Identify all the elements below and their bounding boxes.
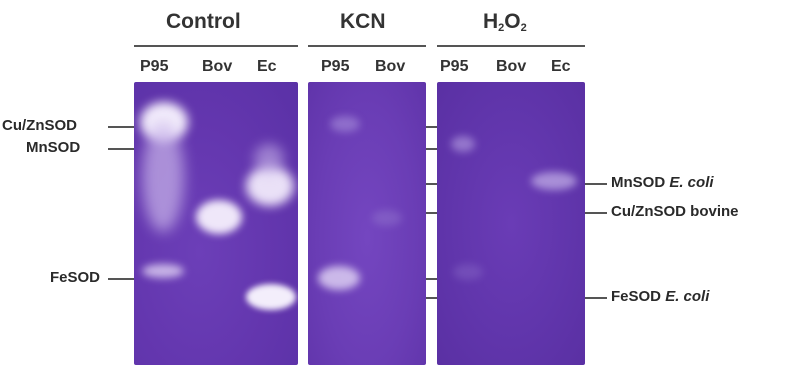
left-label-fesod: FeSOD [50, 269, 101, 286]
band-h2o2-p95-fesod-faint [453, 264, 483, 280]
mid-tick-cuznsod [426, 126, 437, 128]
lane-label-control-bov: Bov [202, 58, 233, 75]
h2o2-sub1: 2 [498, 22, 505, 34]
left-tick-fesod [108, 278, 134, 280]
bracket-kcn [308, 45, 426, 47]
bracket-h2o2 [437, 45, 585, 47]
lane-label-h2o2-ec: Ec [551, 58, 571, 75]
left-label-mnsod: MnSOD [26, 139, 81, 156]
right-label-mnsod-ecoli [611, 174, 714, 191]
right-label-fesod-main: FeSOD [611, 288, 662, 305]
right-label-cuznsod-main: Cu/ZnSOD bovine [611, 203, 739, 220]
right-label-mnsod-italic: E. coli [669, 174, 714, 191]
right-label-fesod-ecoli [611, 288, 709, 305]
mid-tick-fesod-ecoli [426, 297, 437, 299]
band-kcn-p95-fesod [318, 266, 360, 290]
lane-label-kcn-p95: P95 [321, 58, 350, 75]
band-control-ec-smear [254, 144, 284, 174]
band-h2o2-p95-faint [451, 136, 475, 152]
group-title-control: Control [166, 10, 241, 33]
lane-label-control-p95: P95 [140, 58, 169, 75]
right-label-cuznsod-bovine [611, 203, 739, 220]
lane-label-h2o2-bov: Bov [496, 58, 527, 75]
gel-panel-h2o2 [437, 82, 585, 365]
band-h2o2-ec-mnsod [531, 172, 577, 190]
right-tick-cuznsod-bovine [585, 212, 607, 214]
mid-tick-cuznsod-bovine [426, 212, 437, 214]
band-kcn-p95-cuznsod [330, 116, 360, 132]
right-tick-fesod-ecoli [585, 297, 607, 299]
bracket-control [134, 45, 298, 47]
group-title-kcn: KCN [340, 10, 386, 33]
mid-tick-fesod [426, 278, 437, 280]
h2o2-h: H [483, 10, 499, 33]
gel-panel-kcn [308, 82, 426, 365]
right-label-fesod-italic: E. coli [665, 288, 710, 305]
mid-tick-mnsod-ecoli [426, 183, 437, 185]
mid-tick-mnsod [426, 148, 437, 150]
right-label-mnsod-main: MnSOD [611, 174, 666, 191]
gel-panel-control [134, 82, 298, 365]
band-control-p95-fesod [142, 264, 184, 278]
group-title-h2o2 [483, 10, 527, 34]
lane-label-kcn-bov: Bov [375, 58, 406, 75]
right-tick-mnsod-ecoli [585, 183, 607, 185]
left-tick-mnsod [108, 148, 134, 150]
left-tick-cuznsod [108, 126, 134, 128]
band-kcn-bov-faint [372, 210, 402, 226]
band-control-p95-smear [142, 122, 184, 232]
band-control-bov-cuznsod [196, 200, 242, 234]
lane-label-control-ec: Ec [257, 58, 277, 75]
left-label-cuznsod: Cu/ZnSOD [2, 117, 77, 134]
h2o2-o: O [504, 10, 521, 33]
band-control-ec-fesod [246, 284, 296, 310]
h2o2-sub2: 2 [520, 22, 527, 34]
lane-label-h2o2-p95: P95 [440, 58, 469, 75]
